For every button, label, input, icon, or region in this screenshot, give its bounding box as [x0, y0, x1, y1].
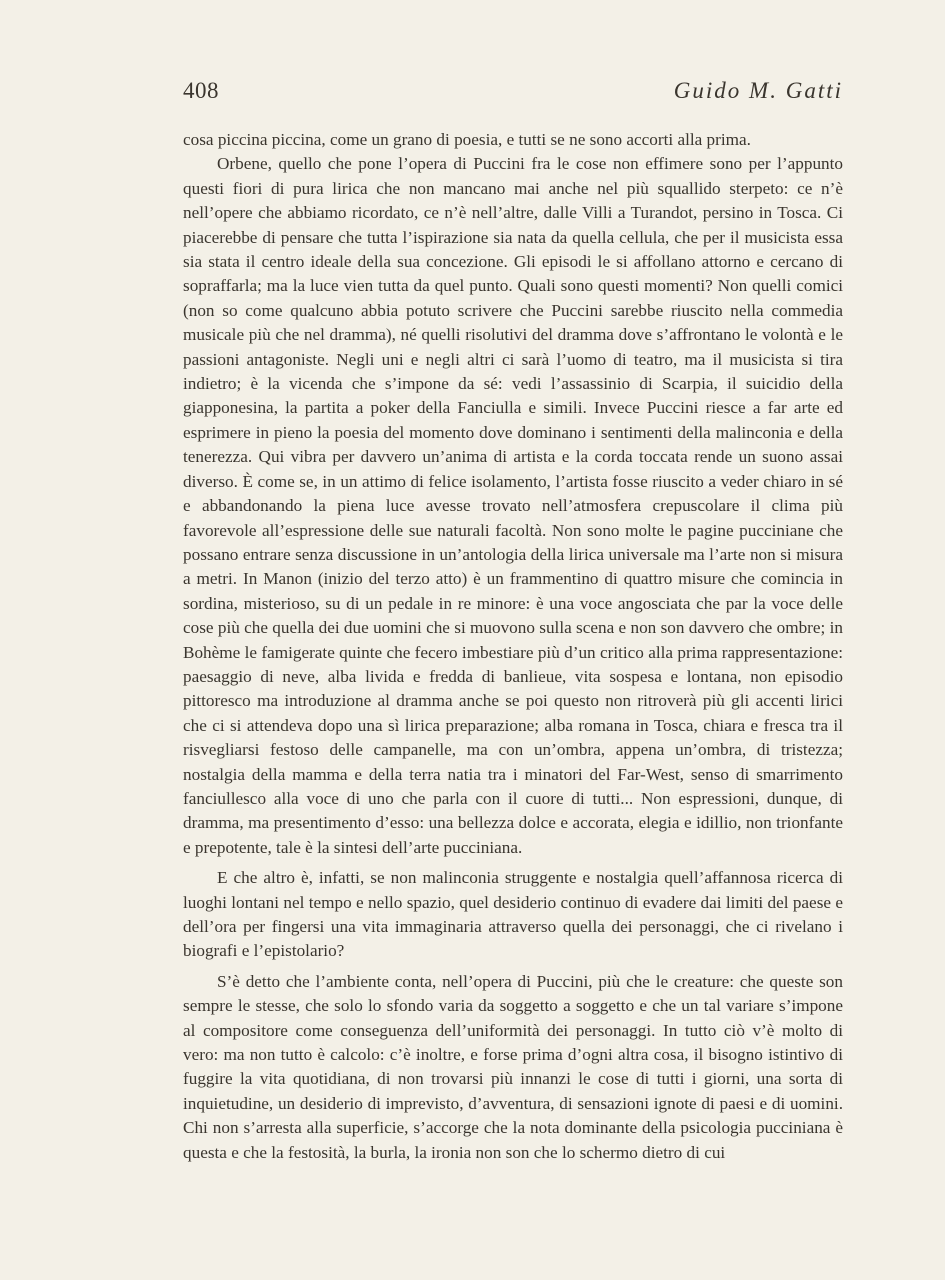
page-header: [183, 78, 843, 108]
paragraph-3: E che altro è, infatti, se non malinconia struggente e nostalgia quell’affannosa ricerca di luoghi lontani nel tempo e nello spazio, quel desiderio continuo di evadere dai limiti del paese e dell’ora per fingersi una vita immaginaria attraverso quella dei personaggi, che ci rivelano i biografi e l’epistolario?: [183, 868, 843, 961]
paragraph-2: Orbene, quello che pone l’opera di Puccini fra le cose non effimere sono per l’appunto questi fiori di pura lirica che non mancano mai anche nel più squallido sterpeto: ce n’è nell’opere che abbiamo ricordato, ce n’è nell’altre, dalle Villi a Turandot, persino in Tosca. Ci piacerebbe di pensare che tutta l’ispirazione sia nata da quella cellula, che per il musicista essa sia stata il centro ideale della sua concezione. Gli episodi le si affollano attorno e cercano di sopraffarla; ma la luce vien tutta da quel punto. Quali sono questi momenti? Non quelli comici (non so come qualcuno abbia potuto scrivere che Puccini sarebbe riuscito nella commedia musicale più che nel dramma), né quelli risolutivi del dramma dove s’affrontano le volontà e le passioni antagoniste. Negli uni e negli altri ci sarà l’uomo di teatro, ma il musicista si tira indietro; è la vicenda che s’impone da sé: vedi l’assassinio di Scarpia, il suicidio della giapponesina, la partita a poker della Fanciulla e simili. Invece Puccini riesce a far arte ed esprimere in pieno la poesia del momento dove dominano i sentimenti della malinconia e della tenerezza. Qui vibra per davvero un’anima di artista e la corda toccata rende un suono assai diverso. È come se, in un attimo di felice isolamento, l’artista fosse riuscito a veder chiaro in sé e abbandonando la piena luce avesse trovato nell’atmosfera crepuscolare il clima più favorevole all’espressione delle sue naturali facoltà. Non sono molte le pagine pucciniane che possano entrare senza discussione in un’antologia della lirica universale ma l’arte non si misura a metri. In Manon (inizio del terzo atto) è un frammentino di quattro misure che comincia in sordina, misterioso, su di un pedale in re minore: è una voce angosciata che par la voce delle cose più che quella dei due uomini che si muovono sulla scena e non son davvero che ombre; in Bohème le famigerate quinte che fecero imbestiare più d’un critico alla prima rappresentazione: paesaggio di neve, alba livida e fredda di banlieue, vita sospesa e lontana, non episodio pittoresco ma introduzione al dramma anche se poi questo non ritroverà più gli accenti lirici che ci si attendeva dopo una sì lirica preparazione; alba romana in Tosca, chiara e fresca tra il risvegliarsi festoso delle campanelle, ma con un’ombra, appena un’ombra, di tristezza; nostalgia della mamma e della terra natia tra i minatori del Far-West, senso di smarrimento fanciullesco alla voce di uno che parla con il cuore di tutti... Non espressioni, dunque, di dramma, ma presentimento d’esso: una bellezza dolce e accorata, elegia e idillio, non trionfante e prepotente, tale è la sintesi dell’arte pucciniana.: [183, 154, 843, 857]
page-number: 408: [183, 78, 219, 103]
running-head: Guido M. Gatti: [673, 78, 843, 103]
paragraph-1: cosa piccina piccina, come un grano di poesia, e tutti se ne sono accorti alla prima.: [183, 130, 751, 149]
paragraph-4: S’è detto che l’ambiente conta, nell’opera di Puccini, più che le creature: che queste son sempre le stesse, che solo lo sfondo varia da soggetto a soggetto e che un tal variare s’impone al compositore come conseguenza dell’uniformità dei personaggi. In tutto ciò v’è molto di vero: ma non tutto è calcolo: c’è inoltre, e forse prima d’ogni altra cosa, il bisogno istintivo di fuggire la vita quotidiana, di non trovarsi più innanzi le cose di tutti i giorni, una sorta di inquietudine, un desiderio di imprevisto, d’avventura, di sensazioni ignote di paesi e di uomini. Chi non s’arresta alla superficie, s’accorge che la nota dominante della psicologia pucciniana è questa e che la festosità, la burla, la ironia non son che lo schermo dietro di cui: [183, 971, 843, 1162]
body-text: [183, 128, 843, 1165]
